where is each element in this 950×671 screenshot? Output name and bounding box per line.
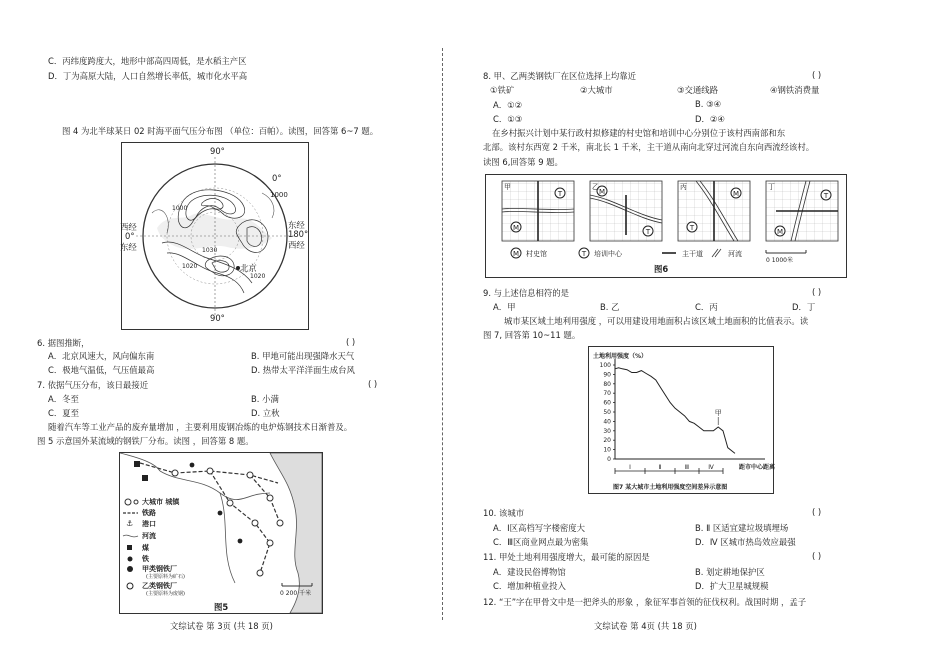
isobar-1000-a: 1000 — [270, 191, 288, 199]
q9-bracket: ( ) — [812, 287, 822, 297]
q6-option-d: D. 热带太平洋洋面生成台风 — [251, 365, 355, 375]
panel-label-yi: 乙 — [592, 183, 599, 191]
q8-option-a: A．①② — [493, 100, 523, 110]
left-footer: 文综试卷 第 3页 (共 18 页) — [170, 621, 273, 631]
fig4-intro: 图 4 为北半球某日 02 时海平面气压分布图 （单位：百帕）。读图，回答第 6~7 题。 — [62, 126, 379, 136]
legend-village-museum: 村史馆 — [526, 250, 547, 258]
svg-text:M: M — [776, 228, 784, 236]
fig6-intro-1: 在乡村振兴计划中某行政村拟修建的村史馆和培训中心分别位于该村西南部和东 — [492, 128, 786, 138]
chart-axes — [615, 359, 765, 459]
q8-option-b: B. ③④ — [695, 99, 722, 109]
y-tick-label: 50 — [603, 409, 611, 416]
fig6-intro-2: 北部。该村东西宽 2 千米，南北长 1 千米，主干道从南向北穿过河流自东向西流经该村。 — [483, 142, 815, 152]
label-west-right: 西经 — [288, 240, 305, 250]
legend-river: 河流 — [728, 250, 742, 258]
q12-stem: 12. “王”字在甲骨文中是一把斧头的形象 ，象征军事首领的征伐权利。战国时期 ，孟子 — [483, 597, 807, 607]
fig6-intro-3: 读图 6,回答第 9 题。 — [483, 157, 563, 167]
q9-option-d: D．丁 — [792, 302, 816, 312]
q8-item-4: ④钢铁消费量 — [770, 85, 820, 95]
svg-text:T: T — [557, 190, 563, 198]
q8-option-d: D．②④ — [695, 114, 725, 124]
q10-option-a: A．Ⅰ区高档写字楼密度大 — [493, 523, 585, 533]
svg-text:M: M — [512, 250, 520, 258]
y-tick-label: 60 — [603, 399, 611, 407]
q7-option-a: A．冬至 — [48, 394, 79, 404]
q9-stem: 9. 与上述信息相符的是 — [483, 288, 570, 298]
y-tick-label: 90 — [603, 371, 611, 379]
q9-option-b: B. 乙 — [600, 302, 620, 312]
label-beijing: 北京 — [240, 263, 257, 273]
isobar-1000-b: 1000 — [172, 205, 188, 212]
panel-label-bing: 丙 — [680, 183, 687, 191]
q11-option-c: C．增加种植业投入 — [493, 581, 566, 591]
q6-bracket: ( ) — [346, 337, 356, 347]
label-180: 180° — [288, 229, 309, 239]
svg-text:M: M — [732, 190, 740, 198]
panel-label-ding: 丁 — [768, 183, 775, 191]
q6-option-a: A．北京风速大，风向偏东南 — [48, 351, 155, 361]
y-tick-label: 20 — [603, 437, 611, 445]
fig7-caption: 图7 某大城市土地利用强度空间差异示意图 — [613, 484, 728, 491]
q11-option-d: D．扩大卫星城规模 — [695, 581, 769, 591]
q10-bracket: ( ) — [812, 507, 822, 517]
y-tick-label: 80 — [603, 380, 611, 388]
figure-6 — [485, 174, 847, 278]
q10-option-c: C．Ⅲ区商业网点最为密集 — [493, 537, 589, 547]
panel-label-jia: 甲 — [504, 183, 511, 191]
zone-label: Ⅲ — [684, 464, 690, 471]
fig5-intro-1: 随着汽车等工业产品的废弃量增加 ，主要利用废钢冶炼的电炉炼钢技术日渐普及。 — [48, 422, 353, 432]
right-footer: 文综试卷 第 4页 (共 18 页) — [594, 621, 697, 631]
svg-text:T: T — [581, 250, 587, 258]
svg-text:M: M — [598, 188, 606, 196]
svg-text:T: T — [645, 228, 651, 236]
isobar-1020-b: 1020 — [250, 273, 266, 280]
zone-label: Ⅳ — [708, 464, 714, 471]
label-west-zero: 0° — [125, 231, 135, 241]
figure-7 — [588, 346, 774, 494]
legend-type-a-note: (主要原料为矿石) — [146, 574, 185, 580]
y-tick-label: 40 — [603, 418, 611, 426]
q9-option-c: C．丙 — [695, 302, 718, 312]
q8-option-c: C．①③ — [493, 114, 523, 124]
fig7-ylabel: 土地利用强度（%） — [593, 353, 648, 360]
legend-river: 河流 — [142, 532, 156, 540]
q7-option-d: D. 立秋 — [251, 408, 280, 418]
q7-option-c: C．夏至 — [48, 408, 79, 418]
label-east-right: 东经 — [288, 220, 305, 230]
q10-stem: 10. 该城市 — [483, 508, 525, 518]
scale-bar-label: 0 200 千米 — [280, 590, 312, 597]
y-tick-label: 100 — [599, 362, 611, 369]
legend-port: 港口 — [142, 520, 156, 528]
legend-type-b-note: (主要原料为废钢) — [146, 591, 185, 597]
legend-training-center: 培训中心 — [594, 250, 622, 258]
figure-5 — [119, 452, 323, 614]
chart-land-use — [589, 347, 776, 493]
fig5-caption: 图5 — [214, 602, 229, 612]
q11-option-a: A．建设民俗博物馆 — [493, 567, 566, 577]
q6-stem: 6. 据图推断， — [37, 338, 90, 348]
legend-coal: 煤 — [142, 544, 149, 552]
fig7-intro-1: 城市某区域土地利用强度 ，可以用建设用地面积占该区域土地面积的比值表示。读 — [504, 316, 809, 326]
q8-stem: 8. 甲、乙两类钢铁厂在区位选择上均靠近 — [483, 71, 637, 81]
svg-text:M: M — [512, 224, 520, 232]
label-bottom-90: 90° — [210, 313, 225, 323]
q7-option-b: B. 小满 — [251, 394, 279, 404]
q9-option-a: A．甲 — [493, 302, 516, 312]
y-tick-label: 30 — [603, 427, 611, 435]
q11-stem: 11. 甲处土地利用强度增大，最可能的原因是 — [483, 552, 650, 562]
y-tick-label: 0 — [607, 456, 611, 463]
label-east-left: 东经 — [120, 242, 137, 252]
fig6-caption: 图6 — [654, 264, 669, 274]
legend-type-b: 乙类钢铁厂 — [142, 582, 177, 590]
legend-city: 大城市 城镇 — [142, 498, 180, 506]
annotation-label: 甲 — [714, 409, 722, 418]
q8-bracket: ( ) — [812, 70, 822, 80]
y-tick-label: 10 — [603, 446, 611, 454]
fig6-scale: 0 1000米 — [766, 257, 793, 264]
y-tick-label: 70 — [603, 390, 611, 398]
q6-option-b: B. 甲地可能出现强降水天气 — [251, 351, 355, 361]
fig7-intro-2: 图 7, 回答第 10~11 题。 — [483, 330, 581, 340]
page-divider — [442, 48, 443, 620]
q7-stem: 7. 依据气压分布，该日最接近 — [37, 380, 149, 390]
q6-option-c: C．极地气温低，气压值最高 — [48, 365, 155, 375]
q8-item-1: ①铁矿 — [490, 85, 515, 95]
q11-option-b: B. 划定耕地保护区 — [695, 567, 765, 577]
q8-item-3: ③交通线路 — [677, 85, 719, 95]
option-c: C．丙纬度跨度大，地形中部高四周低，是水稻主产区 — [48, 56, 247, 66]
chart-annotation — [715, 409, 722, 425]
q8-item-2: ②大城市 — [580, 85, 613, 95]
label-west-lon: 西经 — [120, 222, 137, 232]
svg-text:⚓: ⚓ — [126, 519, 134, 528]
figure-4 — [121, 142, 309, 330]
chart-x-zones — [615, 464, 723, 474]
isobar-1020-a: 1020 — [182, 263, 198, 270]
legend-type-a: 甲类钢铁厂 — [142, 565, 177, 573]
legend-main-road: 主干道 — [682, 250, 703, 258]
label-top-90: 90° — [210, 146, 225, 156]
q10-option-b: B. Ⅱ 区适宜建垃圾填埋场 — [695, 523, 789, 533]
q7-bracket: ( ) — [368, 379, 378, 389]
svg-text:T: T — [689, 224, 695, 232]
q10-option-d: D．Ⅳ 区城市热岛效应最强 — [695, 537, 796, 547]
fig7-xlabel: 距市中心距离 — [739, 464, 776, 471]
fig5-intro-2: 图 5 示意国外某流域的钢铁厂分布。读图 ，回答第 8 题。 — [37, 436, 254, 446]
pressure-map — [122, 143, 308, 329]
zone-label: Ⅰ — [629, 464, 631, 471]
label-zero-top: 0° — [272, 173, 282, 183]
q11-bracket: ( ) — [812, 551, 822, 561]
legend-iron: 铁 — [142, 555, 149, 563]
legend-railway: 铁路 — [142, 509, 156, 517]
option-d: D．丁为高原大陆，人口自然增长率低，城市化水平高 — [48, 71, 248, 81]
chart-y-ticks — [600, 362, 615, 463]
svg-text:T: T — [823, 192, 829, 200]
isobar-1030: 1030 — [202, 247, 218, 254]
zone-label: Ⅱ — [658, 464, 662, 471]
